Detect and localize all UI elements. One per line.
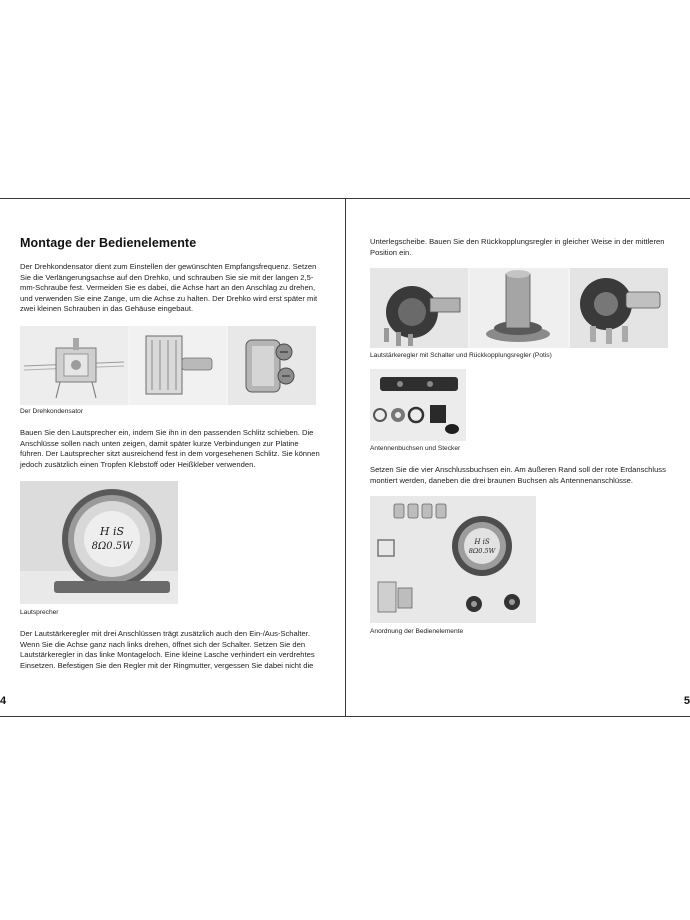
caption-antenna-sockets: Antennenbuchsen und Stecker	[370, 445, 461, 452]
right-page	[346, 199, 690, 717]
arrangement-speaker-label-2: 8Ω0.5W	[468, 547, 496, 555]
speaker-label-2: 8Ω0.5W	[91, 541, 133, 552]
arrangement-speaker-label-1: H iS	[474, 538, 490, 546]
paragraph-continued: Unterlegscheibe. Bauen Sie den Rückkopplungsregler in gleicher Weise in der mittleren Position ein.	[370, 237, 665, 257]
arrangement-photo	[370, 496, 536, 623]
paragraph-speaker: Bauen Sie den Lautsprecher ein, indem Sie ihn in den passenden Schlitz schieben. Die Anschlüsse sollen nach unten zeigen, damit später kurze Verbindungen zur Platine führen. Der Lautsprecher sitzt ausreichend fest in dem vorgesehenen Schlitz. Sie können jedoch zusätzlich einen Tropfen Klebstoff oder Heißkleber verwenden.	[20, 428, 320, 469]
paragraph-volume-control: Der Lautstärkeregler mit drei Anschlüssen trägt zusätzlich auch den Ein-/Aus-Schalter. Wenn Sie die Achse ganz nach links drehen, öffnet sich der Schalter. Setzen Sie den Lautstärkeregler in das linke Montageloch. Eine kleine Lasche verhindert ein verdrehtes Einsetzen. Befestigen Sie den Regler mit der Ringmutter, vergessen Sie dabei nicht die	[20, 629, 315, 670]
speaker-photo	[20, 481, 178, 604]
page-number-right: 5	[683, 695, 690, 707]
section-heading: Montage der Bedienelemente	[20, 236, 197, 250]
caption-arrangement: Anordnung der Bedienelemente	[370, 628, 464, 635]
left-page	[0, 199, 345, 717]
paragraph-variable-capacitor: Der Drehkondensator dient zum Einstellen der gewünschten Empfangsfrequenz. Setzen Sie die Verlängerungsachse auf den Drehko, und schrauben Sie sie mit der langen 2,5-mm-Schraube fest. Vermeiden Sie es dabei, die Achse hart an den Anschlag zu drehen, und verwenden Sie eine Zange, um die Achse zu halten. Der Drehko wird erst später mit zwei kleinen Schrauben in das Gehäuse eingebaut.	[20, 262, 318, 313]
caption-variable-capacitor: Der Drehkondensator	[20, 408, 84, 415]
page-number-left: 4	[0, 695, 7, 707]
caption-potentiometers: Lautstärkeregler mit Schalter und Rückkopplungsregler (Potis)	[370, 352, 552, 359]
caption-speaker: Lautsprecher	[20, 609, 59, 616]
antenna-sockets-photo	[370, 369, 466, 441]
speaker-label-1: H iS	[99, 525, 125, 538]
potentiometers-photo	[370, 268, 668, 348]
paragraph-sockets: Setzen Sie die vier Anschlussbuchsen ein. Am äußeren Rand soll der rote Erdanschluss montiert werden, daneben die drei braunen Buchsen als Antennenanschlüsse.	[370, 465, 666, 485]
variable-capacitor-photo	[20, 326, 316, 405]
